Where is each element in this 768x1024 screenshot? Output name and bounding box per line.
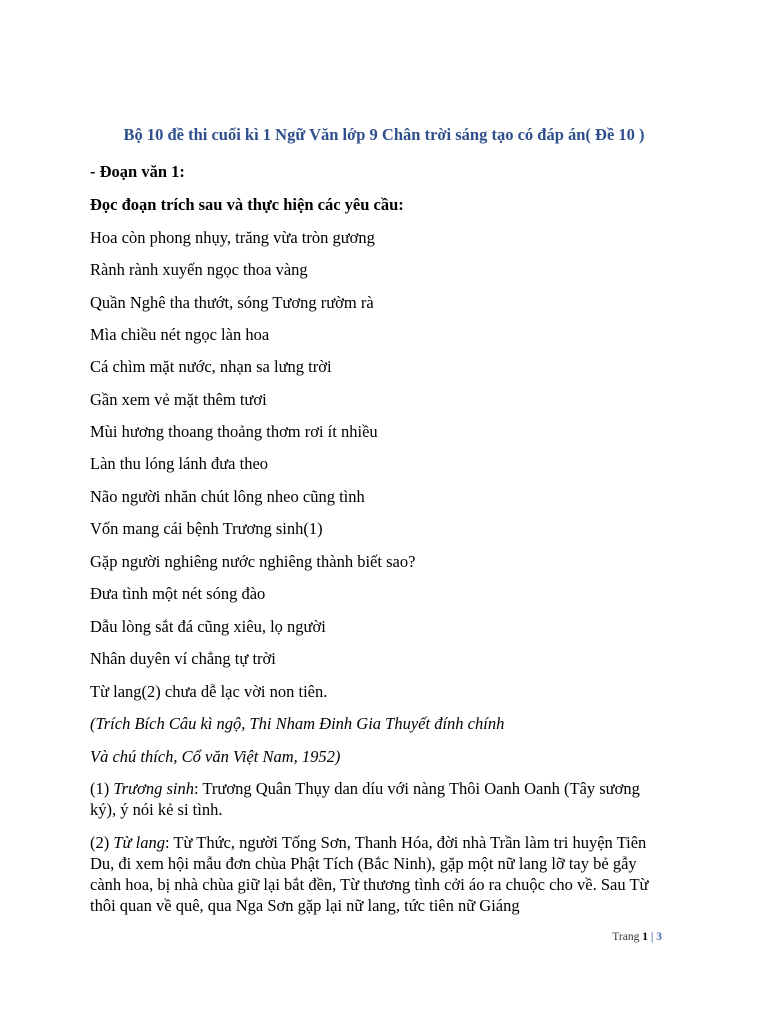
poem-line: Rành rành xuyến ngọc thoa vàng bbox=[90, 260, 308, 279]
footer-page-total: 3 bbox=[656, 931, 662, 943]
poem-line: Từ lang(2) chưa dễ lạc vời non tiên. bbox=[90, 682, 328, 701]
page-footer bbox=[612, 931, 662, 943]
poem-line: Não người nhăn chút lông nheo cũng tình bbox=[90, 487, 365, 506]
poem-line: Nhân duyên ví chẳng tự trời bbox=[90, 649, 276, 668]
footer-page-number: 1 bbox=[642, 931, 648, 943]
instruction-text: Đọc đoạn trích sau và thực hiện các yêu cầu: bbox=[90, 195, 404, 214]
footnote-2 bbox=[90, 832, 670, 916]
poem-line: Gần xem vẻ mặt thêm tươi bbox=[90, 390, 267, 409]
poem-line: Cá chìm mặt nước, nhạn sa lưng trời bbox=[90, 357, 332, 376]
poem-line: Mìa chiều nét ngọc làn hoa bbox=[90, 325, 270, 344]
footer-separator: | bbox=[650, 931, 654, 943]
poem-line: Quần Nghê tha thướt, sóng Tương rườm rà bbox=[90, 293, 374, 312]
section-heading: - Đoạn văn 1: bbox=[90, 162, 185, 181]
footnote-term: Trương sinh bbox=[113, 779, 194, 798]
footnote-marker: (1) bbox=[90, 779, 114, 798]
poem-line: Gặp người nghiêng nước nghiêng thành biết sao? bbox=[90, 552, 416, 571]
footnote-text: : Trương Quân Thụy dan díu với nàng Thôi Oanh Oanh (Tây sương ký), ý nói kẻ si tình. bbox=[90, 779, 640, 819]
poem-line: Hoa còn phong nhụy, trăng vừa tròn gương bbox=[90, 228, 375, 247]
poem-line: Mùi hương thoang thoảng thơm rơi ít nhiều bbox=[90, 422, 378, 441]
source-citation: Và chú thích, Cổ văn Việt Nam, 1952) bbox=[90, 747, 341, 766]
poem-line: Làn thu lóng lánh đưa theo bbox=[90, 454, 269, 473]
footnote-text: : Từ Thức, người Tống Sơn, Thanh Hóa, đời nhà Trần làm tri huyện Tiên Du, đi xem hội mẫu đơn chùa Phật Tích (Bắc Ninh), gặp một nữ lang lỡ tay bẻ gẫy cành hoa, bị nhà chùa giữ lại bắt đền, Từ thương tình cởi áo ra chuộc cho về. Sau Từ thôi quan về quê, qua Nga Sơn gặp lại nữ lang, tức tiên nữ Giáng bbox=[90, 833, 649, 915]
poem-line: Dẫu lòng sắt đá cũng xiêu, lọ người bbox=[90, 617, 326, 636]
poem-line: Vốn mang cái bệnh Trương sinh(1) bbox=[90, 519, 323, 538]
poem-line: Đưa tình một nét sóng đào bbox=[90, 584, 266, 603]
footnote-marker: (2) bbox=[90, 833, 114, 852]
source-citation: (Trích Bích Câu kì ngộ, Thi Nham Đinh Gia Thuyết đính chính bbox=[90, 714, 505, 733]
document-title: Bộ 10 đề thi cuối kì 1 Ngữ Văn lớp 9 Chân trời sáng tạo có đáp án( Đề 10 ) bbox=[123, 125, 645, 144]
footnote-1 bbox=[90, 778, 670, 820]
footnote-term: Từ lang bbox=[113, 833, 166, 852]
footer-label: Trang bbox=[612, 931, 640, 943]
